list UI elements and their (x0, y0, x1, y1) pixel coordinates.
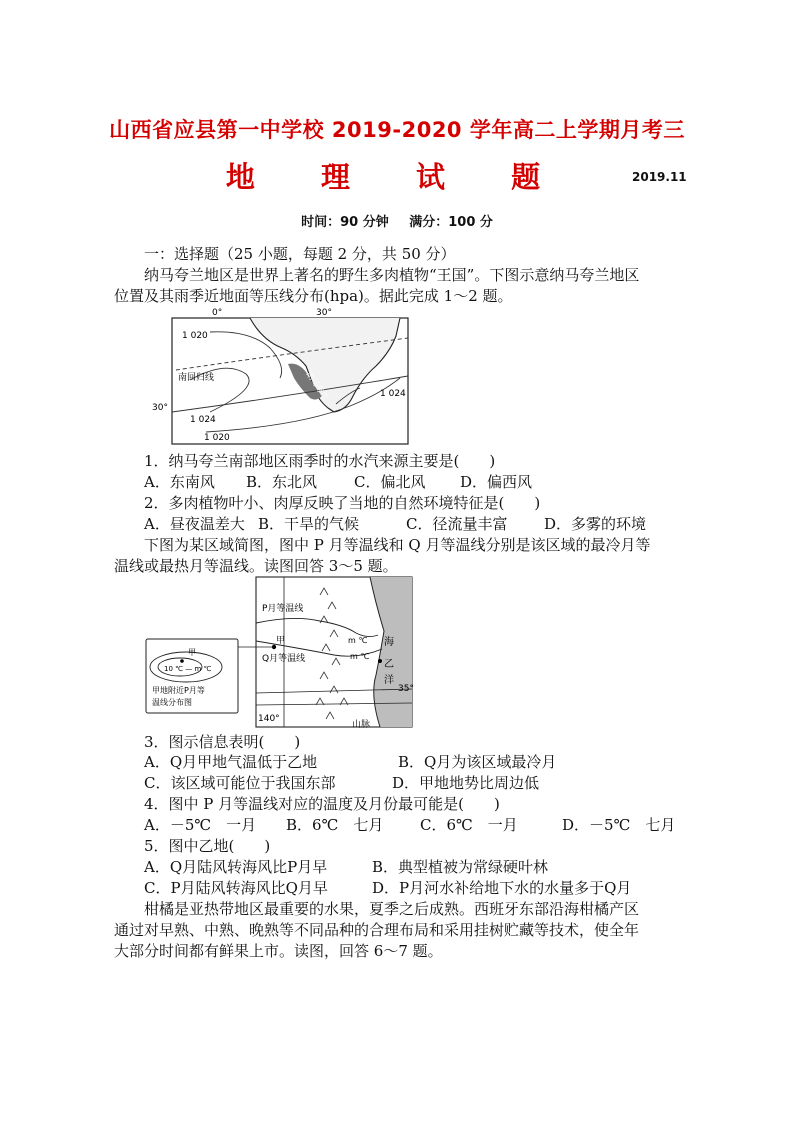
p-iso-label: P月等温线 (262, 604, 304, 614)
p-isotherm (256, 618, 378, 636)
ocean-label: 洋 (384, 675, 394, 686)
intro3-line1: 柑橘是亚热带地区最重要的水果，夏季之后成熟。西班牙东部沿海柑橘产区 (144, 900, 640, 918)
q1-stem: 1．纳马夸兰南部地区雨季时的水汽来源主要是( ) (144, 452, 496, 470)
yi-point (378, 659, 382, 663)
q1-option-c: C．偏北风 (354, 473, 426, 491)
section-heading: 一：选择题（25 小题，每题 2 分，共 50 分） (144, 245, 456, 263)
q4-option-b: B．6℃ 七月 (286, 816, 384, 834)
lon-140-label: 140° (258, 714, 280, 724)
mountains-label: 山脉 (352, 720, 371, 730)
inset-jia-point (180, 659, 184, 663)
namaqualand-map (150, 308, 412, 448)
exam-date: 2019.11 (632, 170, 687, 184)
q3-option-a: A．Q月甲地气温低于乙地 (144, 753, 318, 771)
exam-info (0, 211, 794, 230)
yi-label: 乙 (384, 659, 394, 670)
q1-option-d: D．偏西风 (460, 473, 533, 491)
lon-0-label: 0° (212, 308, 223, 318)
q5-option-d: D．P月河水补给地下水的水量多于Q月 (372, 879, 632, 897)
q3-option-b: B．Q月为该区域最冷月 (398, 753, 557, 771)
q4-option-a: A．－5℃ 一月 (144, 816, 257, 834)
full-score: 满分：100 分 (409, 215, 493, 230)
q4-option-c: C．6℃ 一月 (420, 816, 518, 834)
lon-30-label: 30° (316, 308, 332, 318)
inset-iso-label: 10 ℃ — m ℃ (164, 665, 212, 673)
q2-option-c: C．径流量丰富 (406, 515, 508, 533)
q5-option-a: A．Q月陆风转海风比P月早 (144, 858, 328, 876)
intro2-line2: 温线或最热月等温线。读图回答 3～5 题。 (114, 557, 398, 575)
m2-label: m ℃ (350, 652, 370, 661)
m1-label: m ℃ (348, 636, 368, 645)
q5-option-c: C．P月陆风转海风比Q月早 (144, 879, 328, 897)
q2-option-d: D．多雾的环境 (544, 515, 647, 533)
lat-35-label: 35° (398, 684, 414, 694)
intro3-line3: 大部分时间都有鲜果上市。读图，回答 6～7 题。 (114, 942, 443, 960)
sea-label: 海 (384, 637, 394, 648)
intro1-line2: 位置及其雨季近地面等压线分布(hpa)。据此完成 1～2 题。 (114, 287, 513, 305)
q2-option-a: A．昼夜温差大 (144, 515, 245, 533)
isotherm-map (144, 575, 414, 735)
q3-stem: 3．图示信息表明( ) (144, 733, 301, 751)
q3-option-c: C．该区域可能位于我国东部 (144, 774, 336, 792)
sea-area (370, 577, 412, 727)
intro1-line1: 纳马夸兰地区是世界上著名的野生多肉植物“王国”。下图示意纳马夸兰地区 (144, 266, 640, 284)
lat-30-label: 30° (152, 403, 168, 413)
q4-option-d: D．－5℃ 七月 (562, 816, 676, 834)
school-title: 山西省应县第一中学校 2019-2020 学年高二上学期月考三 (109, 118, 685, 142)
intro2-line1: 下图为某区域简图，图中 P 月等温线和 Q 月等温线分别是该区域的最冷月等 (144, 536, 651, 554)
iso-1024-left-label: 1 024 (190, 415, 216, 425)
region-label: 纳马夸兰 (304, 369, 331, 402)
q2-option-b: B．干旱的气候 (258, 515, 360, 533)
q5-stem: 5．图中乙地( ) (144, 837, 271, 855)
q5-option-b: B．典型植被为常绿硬叶林 (372, 858, 549, 876)
intro3-line2: 通过对早熟、中熟、晚熟等不同品种的合理布局和采用挂树贮藏等技术，使全年 (114, 921, 640, 939)
subject-title: 地 理 试 题 (225, 160, 569, 194)
inset-caption-1: 甲地附近P月等 (152, 686, 205, 695)
q3-option-d: D．甲地地势比周边低 (392, 774, 540, 792)
jia-label: 甲 (276, 636, 286, 646)
iso-1020-top-label: 1 020 (182, 331, 208, 341)
q4-stem: 4．图中 P 月等温线对应的温度及月份最可能是( ) (144, 795, 500, 813)
q2-stem: 2．多肉植物叶小、肉厚反映了当地的自然环境特征是( ) (144, 494, 541, 512)
q-iso-label: Q月等温线 (262, 654, 306, 664)
iso-1024-right-label: 1 024 (380, 389, 406, 399)
time-limit: 时间：90 分钟 (301, 215, 389, 230)
q1-option-b: B．东北风 (246, 473, 318, 491)
iso-1020-bottom-label: 1 020 (204, 433, 230, 443)
inset-caption-2: 温线分布图 (152, 698, 192, 707)
inset-jia-label: 甲 (188, 648, 196, 657)
mountain-range (316, 588, 348, 719)
tropic-label: 南回归线 (178, 373, 215, 383)
q1-option-a: A．东南风 (144, 473, 215, 491)
